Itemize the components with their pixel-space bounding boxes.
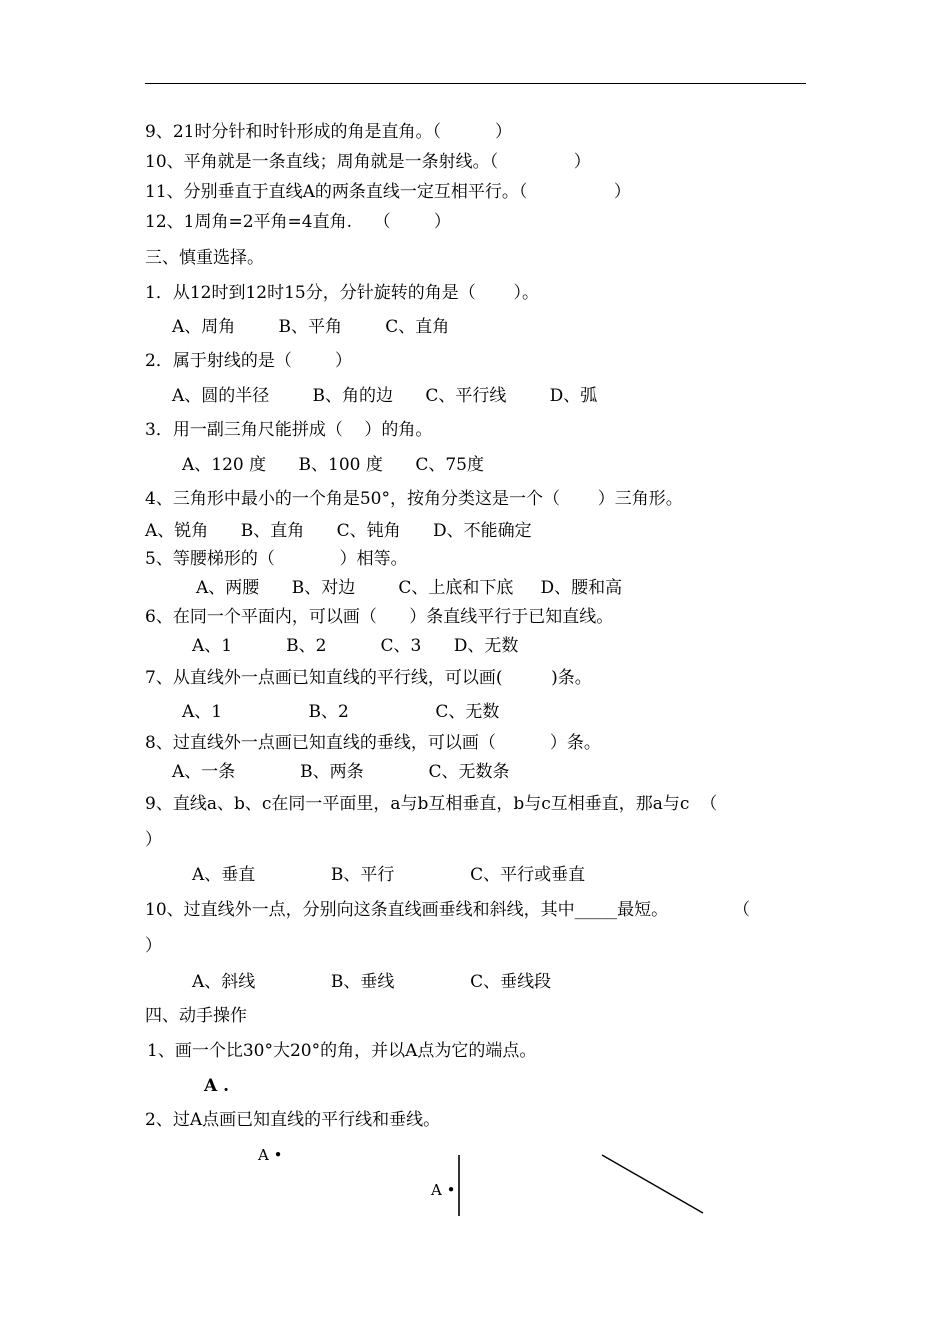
operate-q1-point-a: A . <box>204 1076 230 1096</box>
choice-q10-cont: ） <box>145 936 162 956</box>
choice-q8: 8、过直线外一点画已知直线的垂线，可以画（ ）条。 <box>145 733 601 753</box>
operate-q2: 2、过A点画已知直线的平行线和垂线。 <box>145 1110 441 1130</box>
choice-q4-options: A、锐角 B、直角 C、钝角 D、不能确定 <box>145 521 532 541</box>
choice-q5: 5、等腰梯形的（ ）相等。 <box>145 549 408 569</box>
choice-q7-options: A、1 B、2 C、无数 <box>182 702 500 722</box>
choice-q4: 4、三角形中最小的一个角是50°，按角分类这是一个（ ）三角形。 <box>145 489 683 509</box>
section-choice-heading: 三、慎重选择。 <box>145 248 264 268</box>
judge-item-11: 11、分别垂直于直线A的两条直线一定互相平行。（ ） <box>145 182 631 202</box>
choice-q10: 10、过直线外一点，分别向这条直线画垂线和斜线，其中_____最短。 （ <box>145 900 750 920</box>
choice-q7: 7、从直线外一点画已知直线的平行线，可以画( )条。 <box>145 668 592 688</box>
choice-q9: 9、直线a、b、c在同一平面里，a与b互相垂直，b与c互相垂直，那a与c （ <box>145 794 718 814</box>
point-a-label-2: A • <box>431 1181 456 1199</box>
choice-q3: 3．用一副三角尺能拼成（ ）的角。 <box>145 420 433 440</box>
choice-q6: 6、在同一个平面内，可以画（ ）条直线平行于已知直线。 <box>145 607 614 627</box>
choice-q9-cont: ） <box>145 830 162 850</box>
judge-item-10: 10、平角就是一条直线；周角就是一条射线。（ ） <box>145 152 591 172</box>
choice-q8-options: A、一条 B、两条 C、无数条 <box>172 762 510 782</box>
point-a-label-1: A • <box>258 1146 283 1164</box>
choice-q1: 1．从12时到12时15分，分针旋转的角是（ ）。 <box>145 283 540 303</box>
section-operate-heading: 四、动手操作 <box>145 1006 247 1026</box>
choice-q3-options: A、120 度 B、100 度 C、75度 <box>182 455 484 475</box>
choice-q2: 2．属于射线的是（ ） <box>145 351 353 371</box>
choice-q1-options: A、周角 B、平角 C、直角 <box>172 317 450 337</box>
judge-item-12: 12、1周角=2平角=4直角. （ ） <box>145 212 451 232</box>
choice-q5-options: A、两腰 B、对边 C、上底和下底 D、腰和高 <box>196 578 623 598</box>
judge-item-9: 9、21时分针和时针形成的角是直角。（ ） <box>145 122 512 142</box>
choice-q9-options: A、垂直 B、平行 C、平行或垂直 <box>192 865 586 885</box>
operate-q1: 1、画一个比30°大20°的角，并以A点为它的端点。 <box>147 1041 537 1061</box>
choice-q2-options: A、圆的半径 B、角的边 C、平行线 D、弧 <box>172 386 598 406</box>
oblique-given-line <box>602 1155 703 1213</box>
choice-q6-options: A、1 B、2 C、3 D、无数 <box>192 636 519 656</box>
choice-q10-options: A、斜线 B、垂线 C、垂线段 <box>192 972 552 992</box>
